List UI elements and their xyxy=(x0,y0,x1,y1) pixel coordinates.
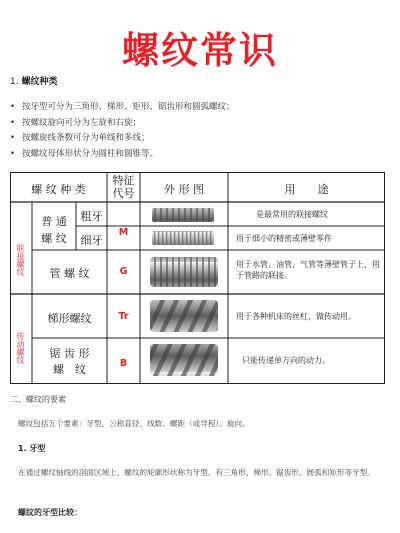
pipe-thread-label: 管 螺 纹 xyxy=(49,267,90,280)
group-label-transmit: 传动螺纹 xyxy=(16,332,25,364)
section-heading-types xyxy=(10,74,57,87)
header-code: 特征 代号 xyxy=(112,174,135,200)
header-use: 用 途 xyxy=(284,183,329,196)
coarse-thread-image xyxy=(152,208,214,222)
code-tr: Tr xyxy=(118,311,129,322)
list-item: • 按螺纹母体形状分为圆柱和圆锥等。 xyxy=(10,147,235,163)
section-heading-compare: 螺纹的牙型比较： xyxy=(18,508,82,517)
group-label-connect: 联接螺纹 xyxy=(16,244,25,276)
use-trapezoid: 用于各种机床的丝杠，做传动用。 xyxy=(236,312,356,321)
header-type: 螺 纹 种 类 xyxy=(31,183,86,196)
use-pipe: 用于水管、油管、气管等薄壁管子上，用于管路的联接。 xyxy=(236,260,380,280)
section-heading-profile: 1. 牙型 xyxy=(18,444,46,453)
sawtooth-thread-image xyxy=(150,344,218,376)
list-item: • 按螺旋线条数可分为单线和多线； xyxy=(10,131,235,147)
page-title: 螺纹常识 xyxy=(122,29,278,72)
trapezoid-thread-image xyxy=(150,300,218,332)
fine-thread-image xyxy=(152,231,214,245)
fine-label: 细牙 xyxy=(80,234,103,247)
normal-thread-label: 普 通 螺 纹 xyxy=(41,215,67,245)
pipe-thread-image xyxy=(150,257,218,287)
thread-type-table xyxy=(10,172,385,384)
section-number: 1. xyxy=(10,77,22,87)
trapezoid-thread-label: 梯形螺纹 xyxy=(47,312,92,325)
header-shape: 外 形 图 xyxy=(164,183,204,196)
list-item: • 按牙型可分为三角形、梯形、矩形、锯齿形和圆弧螺纹； xyxy=(10,100,235,116)
code-m: M xyxy=(118,227,129,238)
use-coarse: 是最常用的联接螺纹 xyxy=(256,210,328,219)
code-g: G xyxy=(119,266,128,277)
coarse-label: 粗牙 xyxy=(80,210,103,223)
paragraph-elements: 螺纹包括五个要素：牙型、公称直径、线数、螺距（或导程）、旋向。 xyxy=(18,419,250,428)
use-fine: 用于细小的精密或薄壁零件 xyxy=(236,234,332,243)
use-sawtooth: 只能传递单方向的动力。 xyxy=(242,356,330,365)
section-heading-elements: 二、螺纹的要素 xyxy=(10,395,66,404)
type-bullet-list xyxy=(10,100,235,162)
code-b: B xyxy=(119,358,128,369)
list-item: • 按螺纹旋向可分为左旋和右旋； xyxy=(10,116,235,132)
section-label: 螺纹种类 xyxy=(21,77,58,87)
sawtooth-thread-label: 锯 齿 形 螺 纹 xyxy=(49,347,90,376)
paragraph-profile: 在通过螺纹轴线的剖面区域上，螺纹的轮廓形状称为牙型。有三角形、梯形、锯齿形、圆弧和矩形等牙型。 xyxy=(18,468,375,477)
